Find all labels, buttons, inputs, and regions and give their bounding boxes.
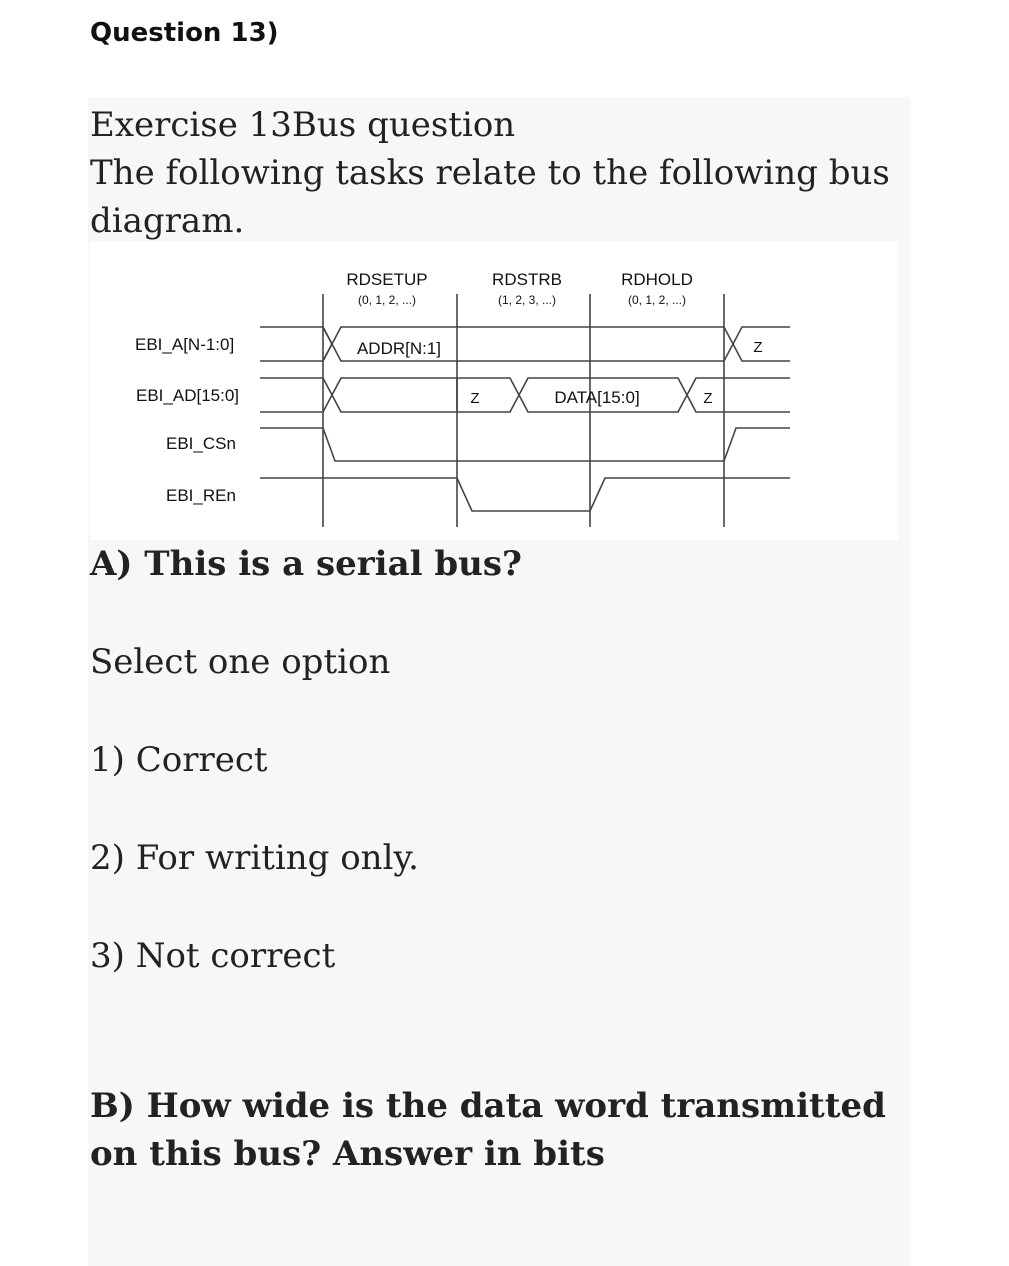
ren-waveform	[260, 478, 790, 511]
phase-rdhold-range: (0, 1, 2, ...)	[627, 293, 687, 307]
select-instruction: Select one option	[90, 642, 391, 682]
question-header: Question 13)	[90, 18, 279, 48]
phase-rdhold-label: RDHOLD	[621, 270, 693, 289]
option-3[interactable]: 3) Not correct	[90, 936, 336, 976]
signal-ebi-a-label: EBI_A[N-1:0]	[135, 335, 235, 354]
signal-ebi-ren-label: EBI_REn	[166, 486, 236, 505]
ad-bus-idle	[260, 378, 332, 412]
signal-ebi-ad-label: EBI_AD[15:0]	[136, 386, 240, 405]
option-2[interactable]: 2) For writing only.	[90, 838, 419, 878]
csn-waveform	[260, 428, 790, 461]
ad-bus-address	[332, 378, 519, 412]
phase-rdsetup-range: (0, 1, 2, ...)	[357, 293, 417, 307]
phase-rdstrb-range: (1, 2, 3, ...)	[497, 293, 557, 307]
option-1[interactable]: 1) Correct	[90, 740, 268, 780]
ad-z-label-1: Z	[470, 390, 480, 407]
addr-bus-idle	[260, 327, 332, 361]
exercise-description: The following tasks relate to the following bus diagram.	[90, 153, 890, 241]
timing-diagram-svg	[90, 242, 898, 540]
question-intro	[90, 101, 890, 245]
phase-rdsetup-label: RDSETUP	[346, 270, 428, 289]
part-b-question: B) How wide is the data word transmitted on this bus? Answer in bits	[90, 1086, 886, 1174]
exercise-title: Exercise 13Bus question	[90, 105, 516, 145]
bus-timing-diagram	[90, 242, 898, 540]
addr-value-label: ADDR[N:1]	[356, 339, 442, 358]
phase-rdstrb-label: RDSTRB	[492, 270, 562, 289]
signal-ebi-csn-label: EBI_CSn	[166, 434, 236, 453]
ad-z-label-2: Z	[703, 390, 713, 407]
part-a-question: A) This is a serial bus?	[90, 544, 522, 584]
addr-z-label: Z	[753, 339, 763, 356]
data-value-label: DATA[15:0]	[554, 388, 640, 407]
